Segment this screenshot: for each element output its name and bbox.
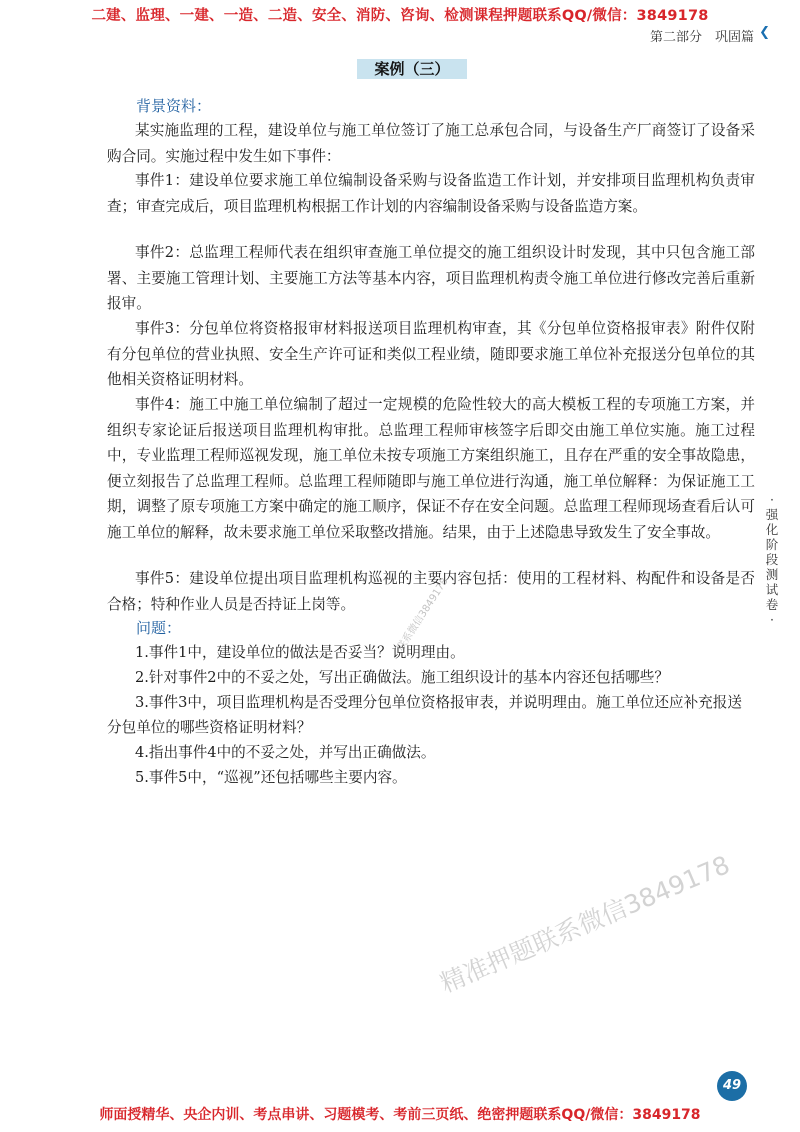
paragraph-event-1: 事件1：建设单位要求施工单位编制设备采购与设备监造工作计划，并安排项目监理机构负责审查；审查完成后，项目监理机构根据工作计划的内容编制设备采购与设备监造方案。 — [107, 172, 755, 215]
side-vertical-label: ·强化阶段测试卷· — [765, 492, 779, 627]
question-item: 3.事件3中，项目监理机构是否受理分包单位资格报审表，并说明理由。施工单位还应补充报送分包单位的哪些资格证明材料？ — [107, 694, 742, 736]
question-item: 2.针对事件2中的不妥之处，写出正确做法。施工组织设计的基本内容还包括哪些？ — [135, 669, 669, 686]
question-item: 4.指出事件4中的不妥之处，并写出正确做法。 — [135, 744, 436, 761]
chevron-left-icon: ❮ — [759, 25, 770, 40]
top-promo-banner: 二建、监理、一建、一造、二造、安全、消防、咨询、检测课程押题联系QQ/微信：3849178 — [91, 8, 709, 24]
bottom-promo-banner: 师面授精华、央企内训、考点串讲、习题模考、考前三页纸、绝密押题联系QQ/微信：3849178 — [99, 1107, 701, 1123]
page-number-badge: 49 — [717, 1071, 747, 1101]
paragraph-intro: 某实施监理的工程，建设单位与施工单位签订了施工总承包合同，与设备生产厂商签订了设备采购合同。实施过程中发生如下事件： — [107, 122, 755, 165]
paragraph-event-5: 事件5：建设单位提出项目监理机构巡视的主要内容包括：使用的工程材料、构配件和设备是否合格；特种作业人员是否持证上岗等。 — [107, 570, 755, 613]
watermark-large: 精准押题联系微信3849178 — [435, 849, 734, 999]
question-item: 1.事件1中，建设单位的做法是否妥当？说明理由。 — [135, 644, 465, 661]
paragraph-event-4: 事件4：施工中施工单位编制了超过一定规模的危险性较大的高大模板工程的专项施工方案，并组织专家论证后报送项目监理机构审批。总监理工程师审核签字后即交由施工单位实施。施工过程中，专业监理工程师巡视发现，施工单位未按专项施工方案组织施工，且存在严重的安全事故隐患，便立刻报告了总监理工程师。总监理工程师随即与施工单位进行沟通，施工单位解释：为保证施工工期，调整了原专项施工方案中确定的施工顺序，保证不存在安全问题。总监理工程师现场查看后认可施工单位的解释，故未要求施工单位采取整改措施。结果，由于上述隐患导致发生了安全事故。 — [107, 396, 755, 541]
question-item: 5.事件5中，“巡视”还包括哪些主要内容。 — [135, 769, 407, 786]
questions-heading: 问题： — [136, 619, 182, 637]
case-title: 案例（三） — [374, 60, 450, 78]
section-label: 第二部分 巩固篇 — [649, 30, 754, 45]
paragraph-event-2: 事件2：总监理工程师代表在组织审查施工单位提交的施工组织设计时发现，其中只包含施工部署、主要施工管理计划、主要施工方法等基本内容，项目监理机构责令施工单位进行修改完善后重新报审。 — [107, 244, 755, 312]
background-heading: 背景资料： — [136, 97, 212, 115]
watermark-small: 联系微信3849178 — [395, 576, 451, 654]
paragraph-event-3: 事件3：分包单位将资格报审材料报送项目监理机构审查，其《分包单位资格报审表》附件仅附有分包单位的营业执照、安全生产许可证和类似工程业绩，随即要求施工单位补充报送分包单位的其他相关资格证明材料。 — [107, 320, 755, 388]
